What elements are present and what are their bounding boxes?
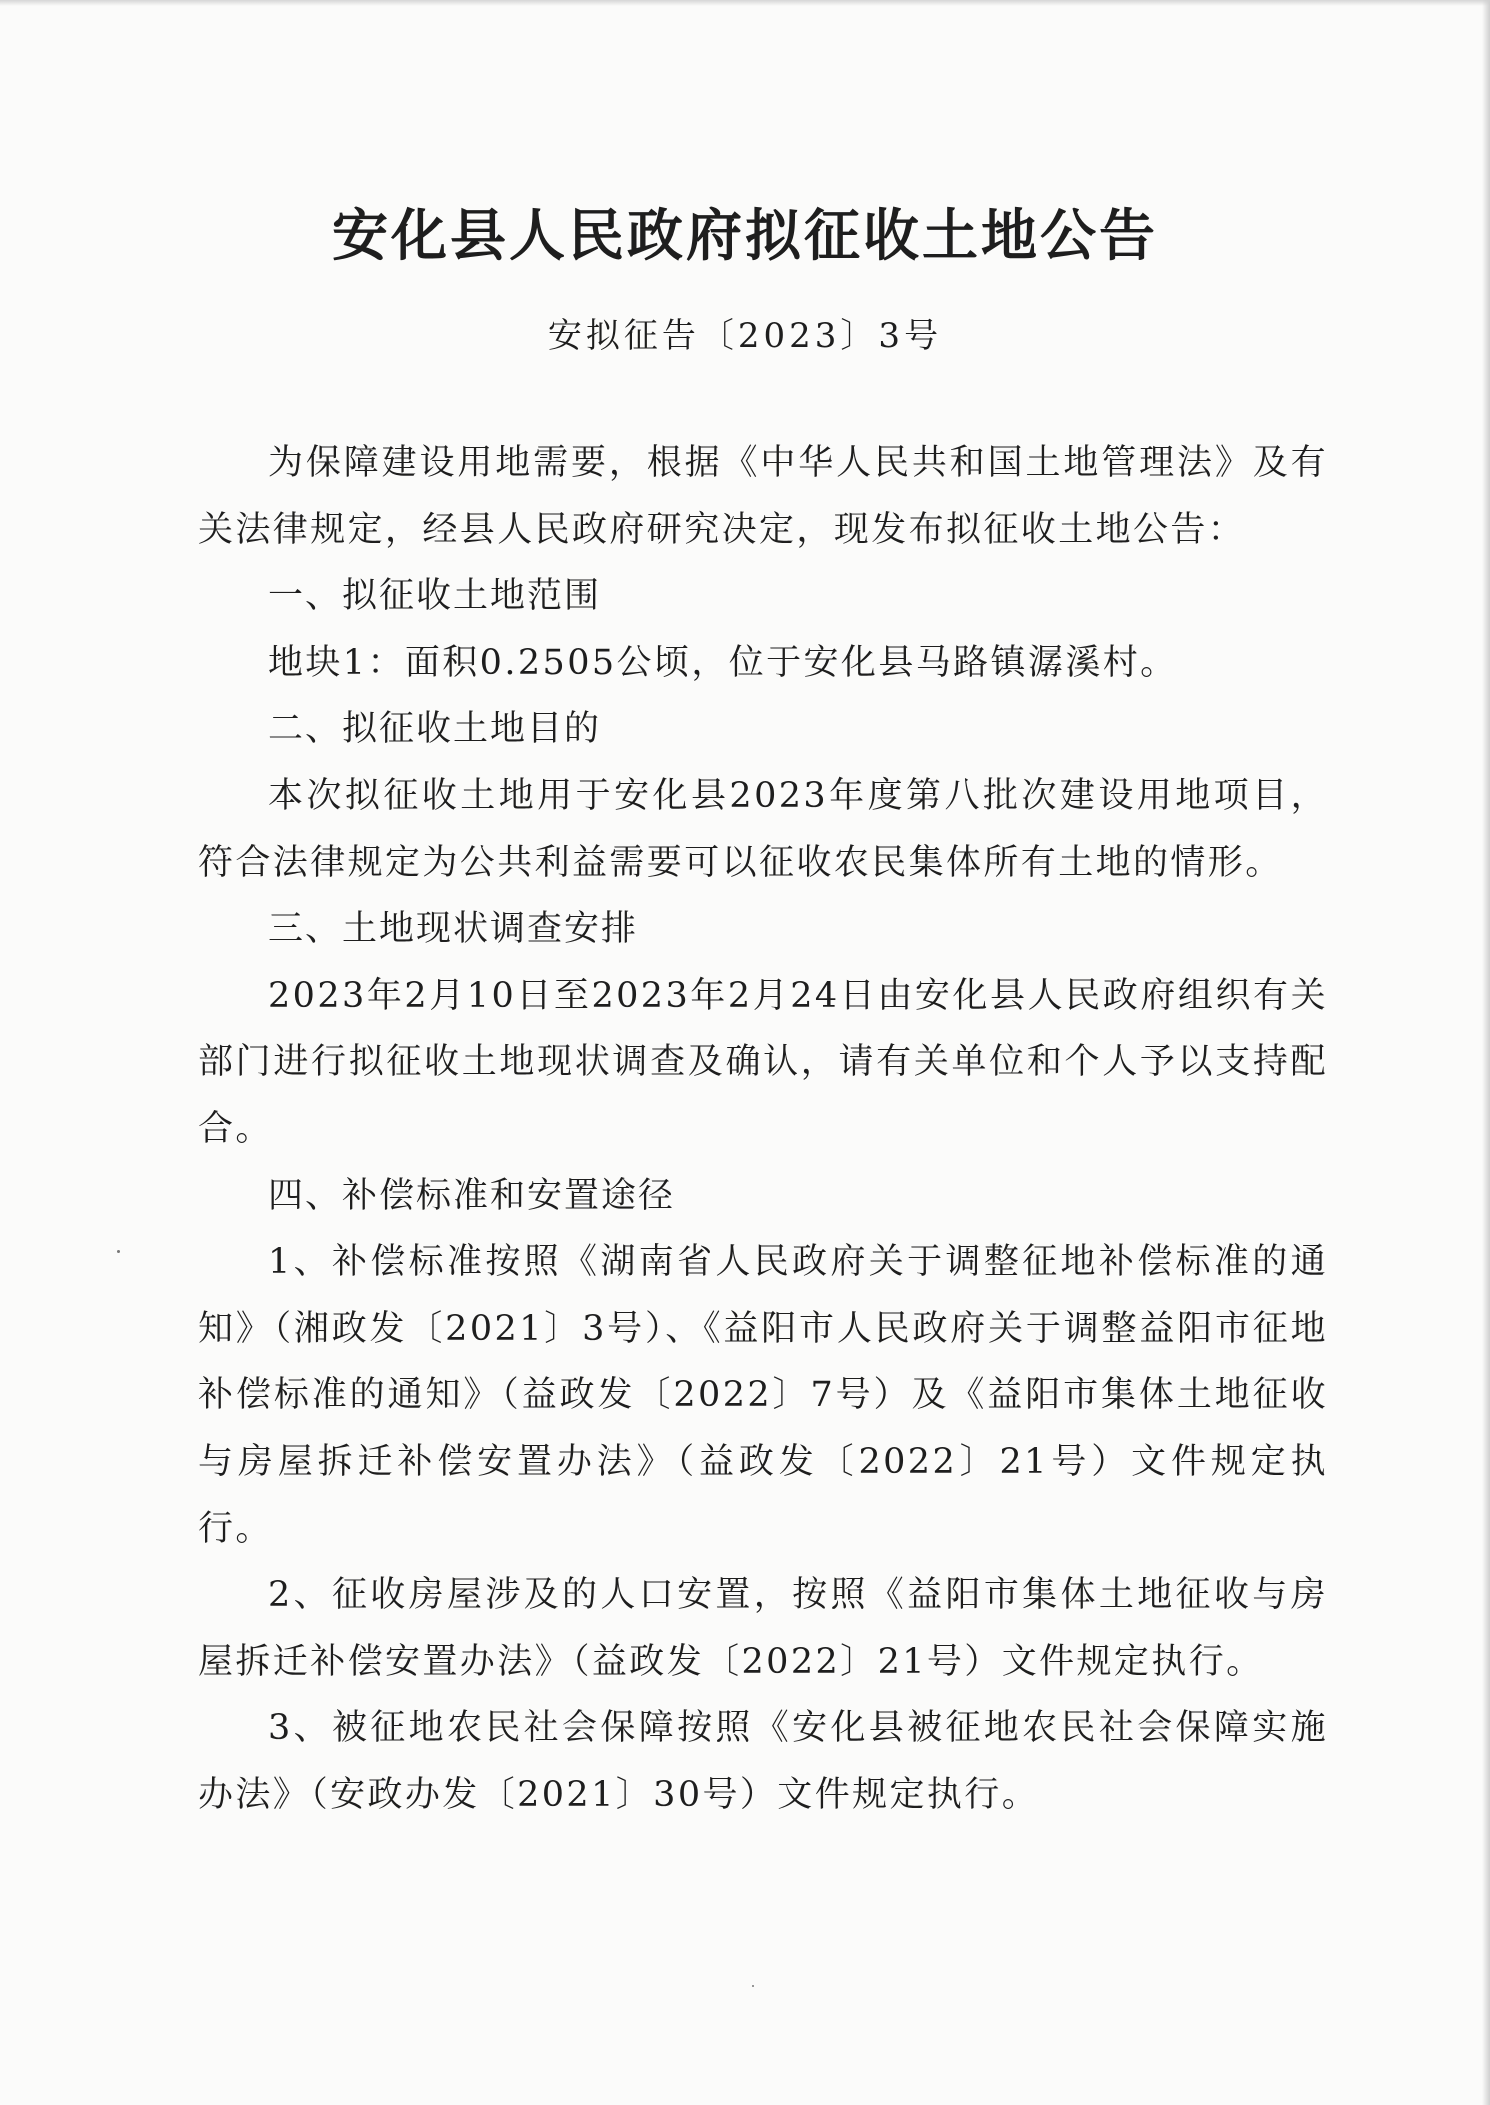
document-number: 安拟征告〔2023〕3号: [547, 316, 943, 356]
scan-speck: [752, 1985, 754, 1987]
section-paragraph: 2023年2月10日至2023年2月24日由安化县人民政府组织有关部门进行拟征收土地现状调查及确认，请有关单位和个人予以支持配合。: [198, 975, 1328, 1149]
document-body: [198, 430, 1328, 1828]
intro-paragraph: 为保障建设用地需要，根据《中华人民共和国土地管理法》及有关法律规定，经县人民政府研究决定，现发布拟征收土地公告：: [198, 443, 1328, 550]
section-heading-survey: 三、土地现状调查安排: [268, 909, 639, 950]
scan-edge-top: [0, 0, 1490, 6]
scan-speck: [117, 1250, 120, 1253]
section-paragraph: 3、被征地农民社会保障按照《安化县被征地农民社会保障实施办法》（安政办发〔2021〕30号）文件规定执行。: [198, 1708, 1328, 1815]
section-heading-scope: 一、拟征收土地范围: [268, 576, 602, 617]
document-title: 安化县人民政府拟征收土地公告: [332, 204, 1158, 269]
section-paragraph: 2、征收房屋涉及的人口安置，按照《益阳市集体土地征收与房屋拆迁补偿安置办法》（益政发〔2022〕21号）文件规定执行。: [198, 1575, 1328, 1682]
section-paragraph: 本次拟征收土地用于安化县2023年度第八批次建设用地项目，符合法律规定为公共利益需要可以征收农民集体所有土地的情形。: [198, 775, 1328, 883]
section-paragraph: 地块1：面积0.2505公顷，位于安化县马路镇潺溪村。: [268, 642, 1178, 683]
section-heading-compensation: 四、补偿标准和安置途径: [268, 1175, 676, 1216]
section-paragraph: 1、补偿标准按照《湖南省人民政府关于调整征地补偿标准的通知》（湘政发〔2021〕3号）、《益阳市人民政府关于调整益阳市征地补偿标准的通知》（益政发〔2022〕7号）及《益阳市集体土地征收与房屋拆迁补偿安置办法》（益政发〔2022〕21号）文件规定执行。: [198, 1242, 1328, 1549]
section-heading-purpose: 二、拟征收土地目的: [268, 709, 602, 750]
